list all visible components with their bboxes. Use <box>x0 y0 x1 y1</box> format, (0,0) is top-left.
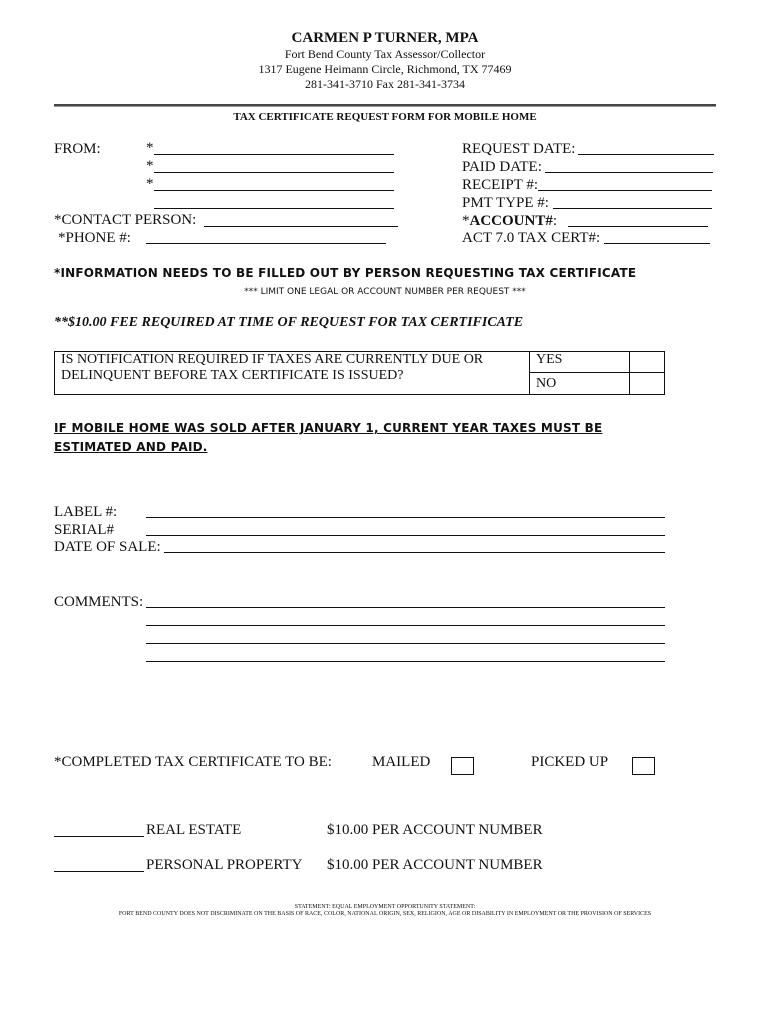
personal-property-label: PERSONAL PROPERTY <box>146 857 303 873</box>
serial-label: SERIAL# <box>54 522 114 538</box>
sold-notice-line-1: IF MOBILE HOME WAS SOLD AFTER JANUARY 1, CURRENT YEAR TAXES MUST BE <box>54 421 603 435</box>
real-estate-label: REAL ESTATE <box>146 822 242 838</box>
request-date-line[interactable] <box>578 154 714 155</box>
date-of-sale-line[interactable] <box>164 552 665 553</box>
real-estate-price: $10.00 PER ACCOUNT NUMBER <box>327 822 543 838</box>
personal-property-price: $10.00 PER ACCOUNT NUMBER <box>327 857 543 873</box>
header-phone: 281-341-3710 Fax 281-341-3734 <box>305 77 465 91</box>
comments-line-4[interactable] <box>146 661 665 662</box>
paid-date-line[interactable] <box>545 172 713 173</box>
from-label: FROM: <box>54 141 101 157</box>
notification-table <box>54 351 665 395</box>
real-estate-line[interactable] <box>54 836 144 837</box>
footer-line-1: STATEMENT: EQUAL EMPLOYMENT OPPORTUNITY STATEMENT: <box>294 904 476 910</box>
from-line-3[interactable] <box>154 190 394 191</box>
date-of-sale-label: DATE OF SALE: <box>54 539 161 555</box>
request-date-label: REQUEST DATE: <box>462 141 576 157</box>
info-note: *INFORMATION NEEDS TO BE FILLED OUT BY PERSON REQUESTING TAX CERTIFICATE <box>54 266 637 280</box>
sold-notice-line-2: ESTIMATED AND PAID. <box>54 440 208 454</box>
comments-line-3[interactable] <box>146 643 665 644</box>
pmt-type-label: PMT TYPE #: <box>462 195 549 211</box>
notification-no-label: NO <box>530 373 630 395</box>
picked-up-label: PICKED UP <box>531 754 609 770</box>
notification-no-checkbox[interactable] <box>630 373 665 395</box>
account-line[interactable] <box>568 226 708 227</box>
header-divider <box>54 104 716 107</box>
from-star-2: * <box>146 158 154 174</box>
form-title: TAX CERTIFICATE REQUEST FORM FOR MOBILE HOME <box>233 111 537 123</box>
notification-yes-label: YES <box>530 352 630 373</box>
receipt-line[interactable] <box>538 190 712 191</box>
serial-line[interactable] <box>146 535 665 536</box>
header-address: 1317 Eugene Heimann Circle, Richmond, TX 77469 <box>258 62 512 76</box>
paid-date-label: PAID DATE: <box>462 159 542 175</box>
personal-property-line[interactable] <box>54 871 144 872</box>
act-tax-cert-label: ACT 7.0 TAX CERT#: <box>462 230 601 246</box>
notification-yes-checkbox[interactable] <box>630 352 665 373</box>
from-line-1[interactable] <box>154 154 394 155</box>
account-label: *ACCOUNT#: <box>462 213 558 229</box>
header-office: Fort Bend County Tax Assessor/Collector <box>284 47 486 61</box>
notification-question: IS NOTIFICATION REQUIRED IF TAXES ARE CURRENTLY DUE OR DELINQUENT BEFORE TAX CERTIFICATE IS ISSUED? <box>55 352 530 395</box>
comments-label: COMMENTS: <box>54 594 144 610</box>
contact-person-label: *CONTACT PERSON: <box>54 212 197 228</box>
from-line-4[interactable] <box>154 208 394 209</box>
header-name: CARMEN P TURNER, MPA <box>291 30 479 46</box>
picked-up-checkbox[interactable] <box>632 757 655 775</box>
limit-note: *** LIMIT ONE LEGAL OR ACCOUNT NUMBER PER REQUEST *** <box>244 287 526 297</box>
delivery-label: *COMPLETED TAX CERTIFICATE TO BE: <box>54 754 332 770</box>
mailed-checkbox[interactable] <box>451 757 474 775</box>
phone-line[interactable] <box>146 243 386 244</box>
from-star-1: * <box>146 140 154 156</box>
footer-line-2: FORT BEND COUNTY DOES NOT DISCRIMINATE ON THE BASIS OF RACE, COLOR, NATIONAL ORIGIN, SEX, RELIGION, AGE OR DISABILITY IN EMPLOYMENT OR THE PROVISION OF SERVICES <box>118 911 652 917</box>
from-line-2[interactable] <box>154 172 394 173</box>
phone-label: *PHONE #: <box>58 230 131 246</box>
mailed-label: MAILED <box>372 754 431 770</box>
label-number-label: LABEL #: <box>54 504 118 520</box>
pmt-type-line[interactable] <box>553 208 712 209</box>
receipt-label: RECEIPT #: <box>462 177 538 193</box>
act-tax-cert-line[interactable] <box>604 243 710 244</box>
contact-person-line[interactable] <box>204 226 398 227</box>
from-star-3: * <box>146 176 154 192</box>
comments-line-2[interactable] <box>146 625 665 626</box>
comments-line-1[interactable] <box>146 607 665 608</box>
label-number-line[interactable] <box>146 517 665 518</box>
fee-note: **$10.00 FEE REQUIRED AT TIME OF REQUEST FOR TAX CERTIFICATE <box>54 315 524 330</box>
